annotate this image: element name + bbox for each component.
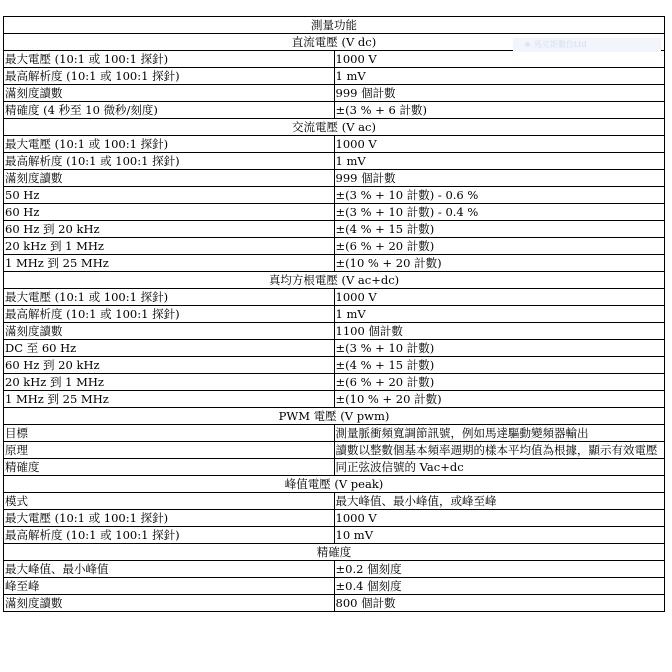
row-label: 60 Hz 到 20 kHz <box>4 357 335 374</box>
table-row <box>4 51 665 68</box>
row-value: ±(10 % + 20 計數) <box>334 255 665 272</box>
table-row <box>4 374 665 391</box>
table-row <box>4 289 665 306</box>
row-value: ±(3 % + 6 計數) <box>334 102 665 119</box>
table-row <box>4 68 665 85</box>
row-value: 1 mV <box>334 153 665 170</box>
table-row <box>4 136 665 153</box>
section-title: 真均方根電壓 (V ac+dc) <box>4 272 665 289</box>
table-row <box>4 340 665 357</box>
row-value: ±(10 % + 20 計數) <box>334 391 665 408</box>
table-row <box>4 170 665 187</box>
row-label: 50 Hz <box>4 187 335 204</box>
row-label: 最高解析度 (10:1 或 100:1 探針) <box>4 68 335 85</box>
row-value: 測量脈衝頻寬調節訊號，例如馬達驅動變頻器輸出 <box>334 425 665 442</box>
table-row <box>4 425 665 442</box>
row-value: ±0.2 個刻度 <box>334 561 665 578</box>
table-row <box>4 510 665 527</box>
table-row <box>4 85 665 102</box>
section-title: 直流電壓 (V dc) <box>4 34 665 51</box>
spec-table <box>3 16 665 612</box>
row-label: 模式 <box>4 493 335 510</box>
row-label: 最大電壓 (10:1 或 100:1 探針) <box>4 289 335 306</box>
row-value: 999 個計數 <box>334 170 665 187</box>
row-value: ±0.4 個刻度 <box>334 578 665 595</box>
row-label: 滿刻度讀數 <box>4 170 335 187</box>
row-label: DC 至 60 Hz <box>4 340 335 357</box>
table-row <box>4 561 665 578</box>
row-value: 1000 V <box>334 510 665 527</box>
table-row <box>4 102 665 119</box>
row-label: 滿刻度讀數 <box>4 323 335 340</box>
section-title: PWM 電壓 (V pwm) <box>4 408 665 425</box>
row-value: 1000 V <box>334 51 665 68</box>
table-row <box>4 204 665 221</box>
table-row <box>4 391 665 408</box>
row-label: 最大電壓 (10:1 或 100:1 探針) <box>4 510 335 527</box>
section-header-row <box>4 476 665 493</box>
table-row <box>4 527 665 544</box>
row-label: 精確度 <box>4 459 335 476</box>
table-row <box>4 595 665 612</box>
row-label: 60 Hz 到 20 kHz <box>4 221 335 238</box>
row-value: 800 個計數 <box>334 595 665 612</box>
section-title: 交流電壓 (V ac) <box>4 119 665 136</box>
row-label: 峰至峰 <box>4 578 335 595</box>
row-label: 60 Hz <box>4 204 335 221</box>
row-label: 最大電壓 (10:1 或 100:1 探針) <box>4 51 335 68</box>
table-row <box>4 578 665 595</box>
spec-table-body <box>4 17 665 612</box>
table-header-row <box>4 17 665 34</box>
section-header-row <box>4 272 665 289</box>
row-label: 1 MHz 到 25 MHz <box>4 255 335 272</box>
row-label: 最高解析度 (10:1 或 100:1 探針) <box>4 306 335 323</box>
row-value: 999 個計數 <box>334 85 665 102</box>
section-header-row <box>4 119 665 136</box>
row-value: ±(6 % + 20 計數) <box>334 238 665 255</box>
row-value: 1100 個計數 <box>334 323 665 340</box>
row-label: 精確度 (4 秒至 10 微秒/刻度) <box>4 102 335 119</box>
row-value: 1000 V <box>334 136 665 153</box>
row-label: 1 MHz 到 25 MHz <box>4 391 335 408</box>
row-label: 最高解析度 (10:1 或 100:1 探針) <box>4 153 335 170</box>
row-value: 1 mV <box>334 306 665 323</box>
table-row <box>4 459 665 476</box>
table-row <box>4 153 665 170</box>
row-label: 20 kHz 到 1 MHz <box>4 238 335 255</box>
table-row <box>4 442 665 459</box>
row-value: ±(3 % + 10 計數) - 0.4 % <box>334 204 665 221</box>
row-label: 最大峰值、最小峰值 <box>4 561 335 578</box>
section-title: 峰值電壓 (V peak) <box>4 476 665 493</box>
table-row <box>4 255 665 272</box>
row-value: 讀數以整數個基本頻率週期的樣本平均值為根據，顯示有效電壓 <box>334 442 665 459</box>
row-label: 原理 <box>4 442 335 459</box>
row-label: 滿刻度讀數 <box>4 85 335 102</box>
row-value: ±(4 % + 15 計數) <box>334 357 665 374</box>
row-value: ±(3 % + 10 計數) - 0.6 % <box>334 187 665 204</box>
table-row <box>4 323 665 340</box>
watermark-text: 馬克斯數位Ltd <box>534 40 587 49</box>
section-header-row <box>4 408 665 425</box>
table-row <box>4 221 665 238</box>
row-value: 同正弦波信號的 Vac+dc <box>334 459 665 476</box>
row-value: 最大峰值、最小峰值，或峰至峰 <box>334 493 665 510</box>
row-value: ±(3 % + 10 計數) <box>334 340 665 357</box>
table-row <box>4 306 665 323</box>
row-label: 滿刻度讀數 <box>4 595 335 612</box>
row-label: 最高解析度 (10:1 或 100:1 探針) <box>4 527 335 544</box>
row-value: ±(6 % + 20 計數) <box>334 374 665 391</box>
section-header-row <box>4 544 665 561</box>
table-header: 測量功能 <box>4 17 665 34</box>
watermark-logo-icon <box>525 42 530 47</box>
row-label: 最大電壓 (10:1 或 100:1 探針) <box>4 136 335 153</box>
row-value: 10 mV <box>334 527 665 544</box>
table-row <box>4 357 665 374</box>
table-row <box>4 493 665 510</box>
row-value: 1 mV <box>334 68 665 85</box>
row-value: ±(4 % + 15 計數) <box>334 221 665 238</box>
table-row <box>4 187 665 204</box>
row-label: 20 kHz 到 1 MHz <box>4 374 335 391</box>
section-title: 精確度 <box>4 544 665 561</box>
watermark <box>513 38 661 52</box>
row-label: 目標 <box>4 425 335 442</box>
row-value: 1000 V <box>334 289 665 306</box>
table-row <box>4 238 665 255</box>
